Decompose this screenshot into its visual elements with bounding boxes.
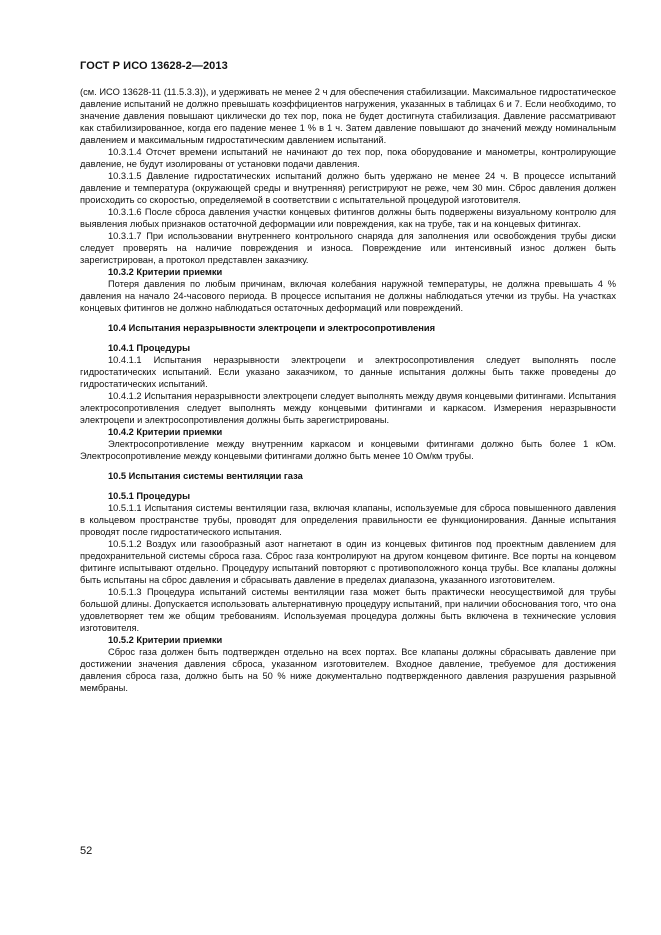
paragraph-10-3-2: Потеря давления по любым причинам, включая колебания наружной температуры, не должна превышать 4 % давления на начало 24-часового периода. В процессе испытания не должны наблюдаться утечки из трубы. На участках концевых фитингов не должно наблюдаться остаточных деформаций или повреждений.	[80, 279, 616, 313]
clause-10-3-1-5: 10.3.1.5 Давление гидростатических испытаний должно быть удержано не менее 24 ч. В процессе испытаний давление и температура (окружающей среды и внутренняя) регистрируют не реже, чем 30 мин. Сброс давления должен происходить со скоростью, определяемой в соответствии с испытательной процедурой изготовителя.	[80, 171, 616, 205]
page-number: 52	[80, 845, 93, 857]
heading-10-3-2: 10.3.2 Критерии приемки	[108, 267, 223, 277]
paragraph-continuation: (см. ИСО 13628-11 (11.5.3.3)), и удерживать не менее 2 ч для обеспечения стабилизации. Максимальное гидростатическое давление испытаний не должно превышать коэффициентов нагружения, указанных в таблицах 6 и 7. Если необходимо, то значение давления повышают циклически до тех пор, пока не будет достигнута стабилизация. Давление рассматривают как стабилизированное, когда его падение менее 1 % в 1 ч. Затем давление повышают до значений между номинальным давлением и максимальным гидростатическим давлением испытаний.	[80, 87, 616, 145]
clause-10-5-1-1: 10.5.1.1 Испытания системы вентиляции газа, включая клапаны, используемые для сброса повышенного давления в кольцевом пространстве трубы, проводят для определения правильности ее функционирования. Данные испытания проводят после гидростатического испытания.	[80, 503, 616, 537]
heading-10-5-2: 10.5.2 Критерии приемки	[108, 635, 223, 645]
clause-10-5-1-3: 10.5.1.3 Процедура испытаний системы вентиляции газа может быть практически неосуществимой для трубы большой длины. Допускается использовать альтернативную процедуру испытаний, при наличии обоснования того, что она удовлетворяет тем же общим требованиям. Используемая процедура должны быть включена в технические условия изготовителя.	[80, 587, 616, 633]
clause-10-4-1-2: 10.4.1.2 Испытания неразрывности электроцепи следует выполнять между двумя концевыми фитингами. Испытания электросопротивления следует выполнять между концевыми фитингами и каркасом. Измерения неразрывности электроцепи и электросопротивления должны быть зарегистрированы.	[80, 391, 616, 425]
heading-10-5-1: 10.5.1 Процедуры	[108, 491, 191, 501]
clause-10-3-1-7: 10.3.1.7 При использовании внутреннего контрольного снаряда для заполнения или освобождения трубы диски следует проверять на наличие повреждения и износа. Повреждение или интенсивный износ должен быть зарегистрирован, а протокол представлен заказчику.	[80, 231, 616, 265]
clause-10-5-1-2: 10.5.1.2 Воздух или газообразный азот нагнетают в один из концевых фитингов под проектным давлением для предохранительной системы сброса газа. Сброс газа контролируют на другом концевом фитинге. Все порты на концевом фитинге испытывают отдельно. Процедуру испытаний повторяют с противоположного конца трубы. Все клапаны должны быть испытаны на сброс давления и сбрасывать давление в пределах диапазона, указанного изготовителем.	[80, 539, 616, 585]
section-heading-10-4: 10.4 Испытания неразрывности электроцепи и электросопротивления	[108, 323, 436, 333]
paragraph-10-4-2: Электросопротивление между внутренним каркасом и концевыми фитингами должно быть более 1 кОм. Электросопротивление между концевыми фитингами должно быть менее 10 Ом/км трубы.	[80, 439, 616, 461]
clause-10-4-1-1: 10.4.1.1 Испытания неразрывности электроцепи и электросопротивления следует выполнять после гидростатических испытаний. Если указано заказчиком, то данные испытания должны быть также проведены до гидростатических испытаний.	[80, 355, 616, 389]
document-body	[80, 86, 616, 694]
document-header: ГОСТ Р ИСО 13628-2—2013	[80, 60, 228, 72]
clause-10-3-1-6: 10.3.1.6 После сброса давления участки концевых фитингов должны быть подвержены визуальному контролю для выявления любых признаков остаточной деформации или повреждения, как на трубе, так и на концевых фитингах.	[80, 207, 616, 229]
section-heading-10-5: 10.5 Испытания системы вентиляции газа	[108, 471, 303, 481]
heading-10-4-1: 10.4.1 Процедуры	[108, 343, 191, 353]
paragraph-10-5-2: Сброс газа должен быть подтвержден отдельно на всех портах. Все клапаны должны сбрасывать давление при достижении значения давления сброса, указанном изготовителем. Входное давление, требуемое для достижения давления сброса газа, должно быть на 50 % ниже документально подтвержденного давления разрушения разрывной мембраны.	[80, 647, 616, 693]
clause-10-3-1-4: 10.3.1.4 Отсчет времени испытаний не начинают до тех пор, пока оборудование и манометры, контролирующие давление, не будут изолированы от установки подачи давления.	[80, 147, 616, 169]
heading-10-4-2: 10.4.2 Критерии приемки	[108, 427, 223, 437]
